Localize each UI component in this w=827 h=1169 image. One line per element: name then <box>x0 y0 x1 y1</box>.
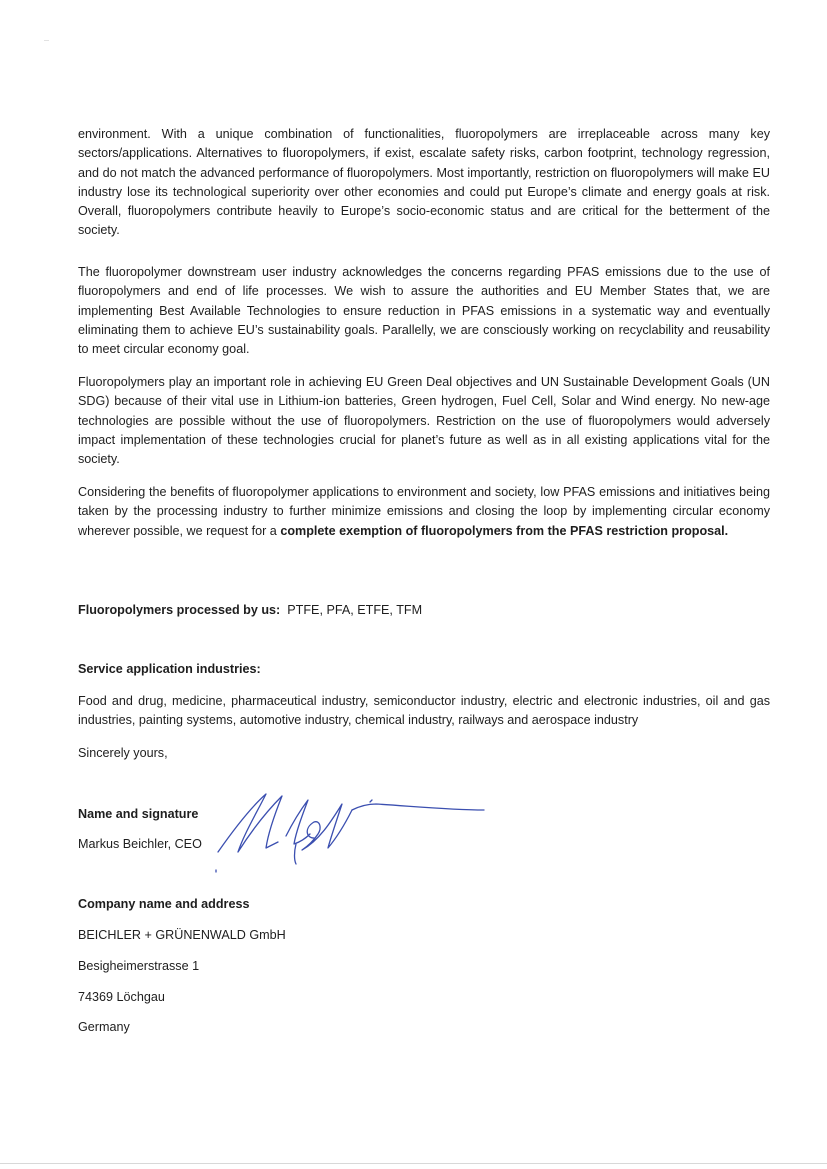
scan-mark <box>44 40 49 41</box>
company-city: 74369 Löchgau <box>78 990 165 1004</box>
page-bottom-edge <box>0 1163 827 1164</box>
service-industries-text: Food and drug, medicine, pharmaceutical industry, semiconductor industry, electric and electronic industries, oil and gas industries, painting systems, automotive industry, chemical industry, railways and aerospace industry <box>78 694 770 728</box>
company-country: Germany <box>78 1020 130 1034</box>
service-industries-heading: Service application industries: <box>78 662 261 676</box>
name-signature-label: Name and signature <box>78 807 199 821</box>
company-label: Company name and address <box>78 897 250 911</box>
signer-name: Markus Beichler, CEO <box>78 837 202 851</box>
handwritten-signature <box>210 786 490 878</box>
paragraph-fluoropolymer-benefits: environment. With a unique combination of functionalities, fluoropolymers are irreplaceable across many key sectors/applications. Alternatives to fluoropolymers, if exist, escalate safety risks, carbon footprint, technology regression, and do not match the advanced performance of fluoropolymers. Most importantly, restriction on fluoropolymers will make EU industry lose its technological superiority over other economies and could put Europe’s climate and energy goals at risk. Overall, fluoropolymers contribute heavily to Europe’s socio-economic status and are critical for the betterment of the society. <box>78 127 770 238</box>
paragraph-green-deal: Fluoropolymers play an important role in achieving EU Green Deal objectives and UN Sustainable Development Goals (UN SDG) because of their vital use in Lithium-ion batteries, Green hydrogen, Fuel Cell, Solar and Wind energy. No new-age technologies are possible without the use of fluoropolymers. Restriction on the use of fluoropolymers would adversely impact implementation of these technologies crucial for planet’s future as well as in all existing applications vital for the society. <box>78 375 770 467</box>
exemption-request-text: Considering the benefits of fluoropolymer applications to environment and society, low PFAS emissions and initiatives being taken by the processing industry to further minimize emissions and closing the loop by implementing circular economy wherever possible, we request for a <box>78 485 770 538</box>
exemption-request-emphasis: complete exemption of fluoropolymers from the PFAS restriction proposal. <box>280 523 729 538</box>
paragraph-emissions-concerns: The fluoropolymer downstream user industry acknowledges the concerns regarding PFAS emissions due to the use of fluoropolymers and end of life processes. We wish to assure the authorities and EU Member States that, we are implementing Best Available Technologies to ensure reduction in PFAS emissions in a systematic way and eventually eliminating them to achieve EU’s sustainability goals. Parallelly, we are consciously working on recyclability and reusability to meet circular economy goal. <box>78 265 770 357</box>
fluoropolymers-label: Fluoropolymers processed by us: <box>78 603 281 617</box>
closing-salutation: Sincerely yours, <box>78 746 168 760</box>
fluoropolymers-processed <box>78 601 422 620</box>
paragraph-exemption-request <box>78 483 770 541</box>
fluoropolymers-value: PTFE, PFA, ETFE, TFM <box>287 603 423 617</box>
company-name: BEICHLER + GRÜNENWALD GmbH <box>78 928 286 942</box>
company-street: Besigheimerstrasse 1 <box>78 959 200 973</box>
